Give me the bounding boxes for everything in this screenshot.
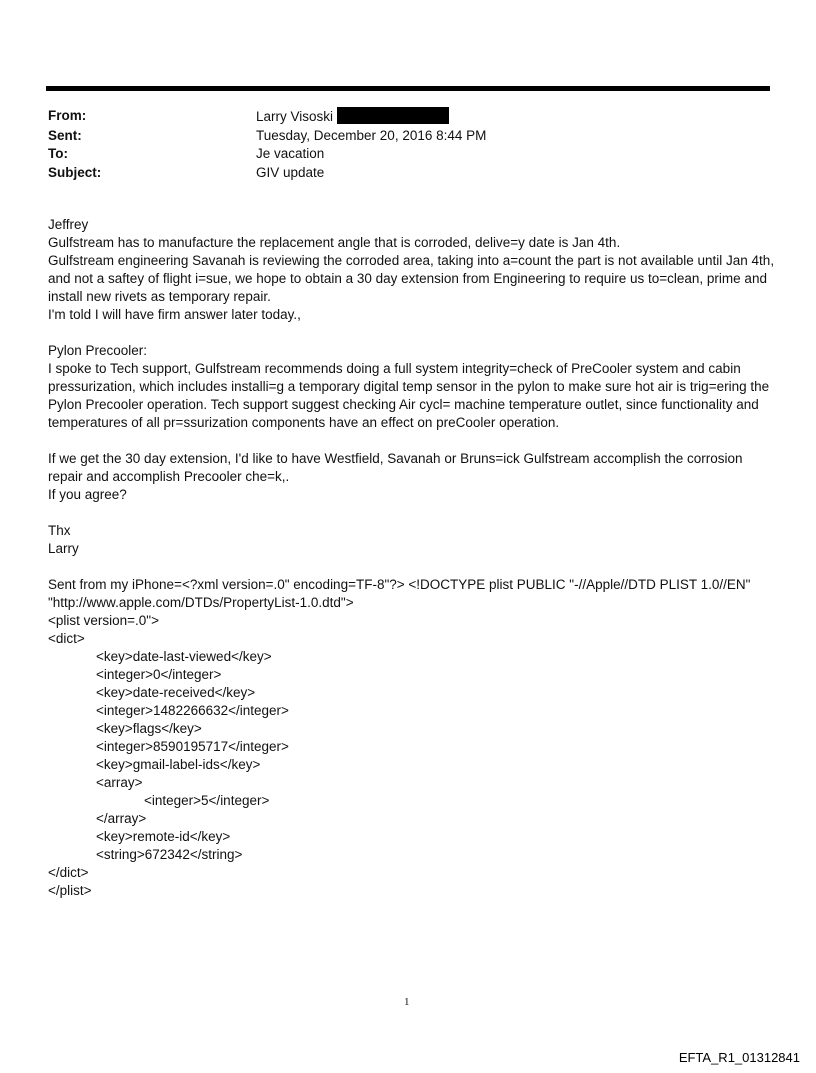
body-line: If you agree? [48, 487, 127, 502]
sent-value: Tuesday, December 20, 2016 8:44 PM [256, 127, 487, 143]
redaction-box [337, 107, 449, 124]
xml-line: <key>date-received</key> [96, 685, 256, 700]
xml-line: <string>672342</string> [96, 847, 243, 862]
xml-line: <integer>8590195717</integer> [96, 739, 289, 754]
sender-name: Larry Visoski [256, 109, 334, 124]
email-header [48, 107, 486, 182]
xml-line: <key>date-last-viewed</key> [96, 649, 272, 664]
header-divider [46, 86, 770, 91]
page-number: 1 [404, 996, 410, 1008]
xml-line: "http://www.apple.com/DTDs/PropertyList-1.0.dtd"> [48, 595, 354, 610]
xml-line: <integer>0</integer> [96, 667, 222, 682]
document-id: EFTA_R1_01312841 [678, 1050, 800, 1065]
xml-line: <array> [96, 775, 143, 790]
xml-line: <integer>1482266632</integer> [96, 703, 289, 718]
section-heading: Pylon Precooler: [48, 343, 148, 358]
xml-line: <dict> [48, 631, 85, 646]
xml-line: <key>remote-id</key> [96, 829, 231, 844]
from-value [256, 107, 449, 127]
signoff: Thx [48, 523, 71, 538]
xml-line: <key>gmail-label-ids</key> [96, 757, 261, 772]
to-label: To: [48, 146, 68, 161]
subject-label: Subject: [48, 164, 102, 180]
xml-line: </dict> [48, 865, 89, 880]
body-line: Gulfstream engineering Savanah is reviewing the corroded area, taking into a=count the part is not available until Jan 4th, and not a saftey of flight i=sue, we hope to obtain a 30 day extension from Engineering to require us to=clean, prime and install new rivets as temporary repair. [48, 253, 775, 304]
sent-row [48, 127, 486, 146]
sent-label: Sent: [48, 127, 82, 143]
body-paragraph: I spoke to Tech support, Gulfstream recommends doing a full system integrity=check of PreCooler system and cabin pressurization, which includes installi=g a temporary digital temp sensor in the pylon to make sure hot air is trig=ering the Pylon Precooler operation. Tech support suggest checking Air cycl= machine temperature outlet, since functionality and temperatures of all pr=ssurization components have an effect on preCooler operation. [48, 361, 770, 430]
xml-line: <integer>5</integer> [144, 793, 270, 808]
subject-row [48, 164, 486, 183]
xml-line: </plist> [48, 883, 92, 898]
greeting: Jeffrey [48, 217, 89, 232]
subject-value: GIV update [256, 164, 325, 180]
body-paragraph: If we get the 30 day extension, I'd like to have Westfield, Savanah or Bruns=ick Gulfstream accomplish the corrosion repair and accomplish Precooler che=k,. [48, 451, 743, 484]
xml-line: <plist version=.0"> [48, 613, 159, 628]
email-body [48, 216, 778, 900]
xml-line: <key>flags</key> [96, 721, 202, 736]
to-row [48, 145, 486, 164]
signature: Larry [48, 541, 79, 556]
xml-line: </array> [96, 811, 147, 826]
xml-line: Sent from my iPhone=<?xml version=.0" encoding=TF-8"?> <!DOCTYPE plist PUBLIC "-//Apple//DTD PLIST 1.0//EN" [48, 577, 751, 592]
body-line: I'm told I will have firm answer later today., [48, 307, 301, 322]
from-label: From: [48, 108, 87, 123]
body-line: Gulfstream has to manufacture the replacement angle that is corroded, delive=y date is Jan 4th. [48, 235, 621, 250]
to-value: Je vacation [256, 146, 325, 161]
from-row [48, 107, 486, 127]
